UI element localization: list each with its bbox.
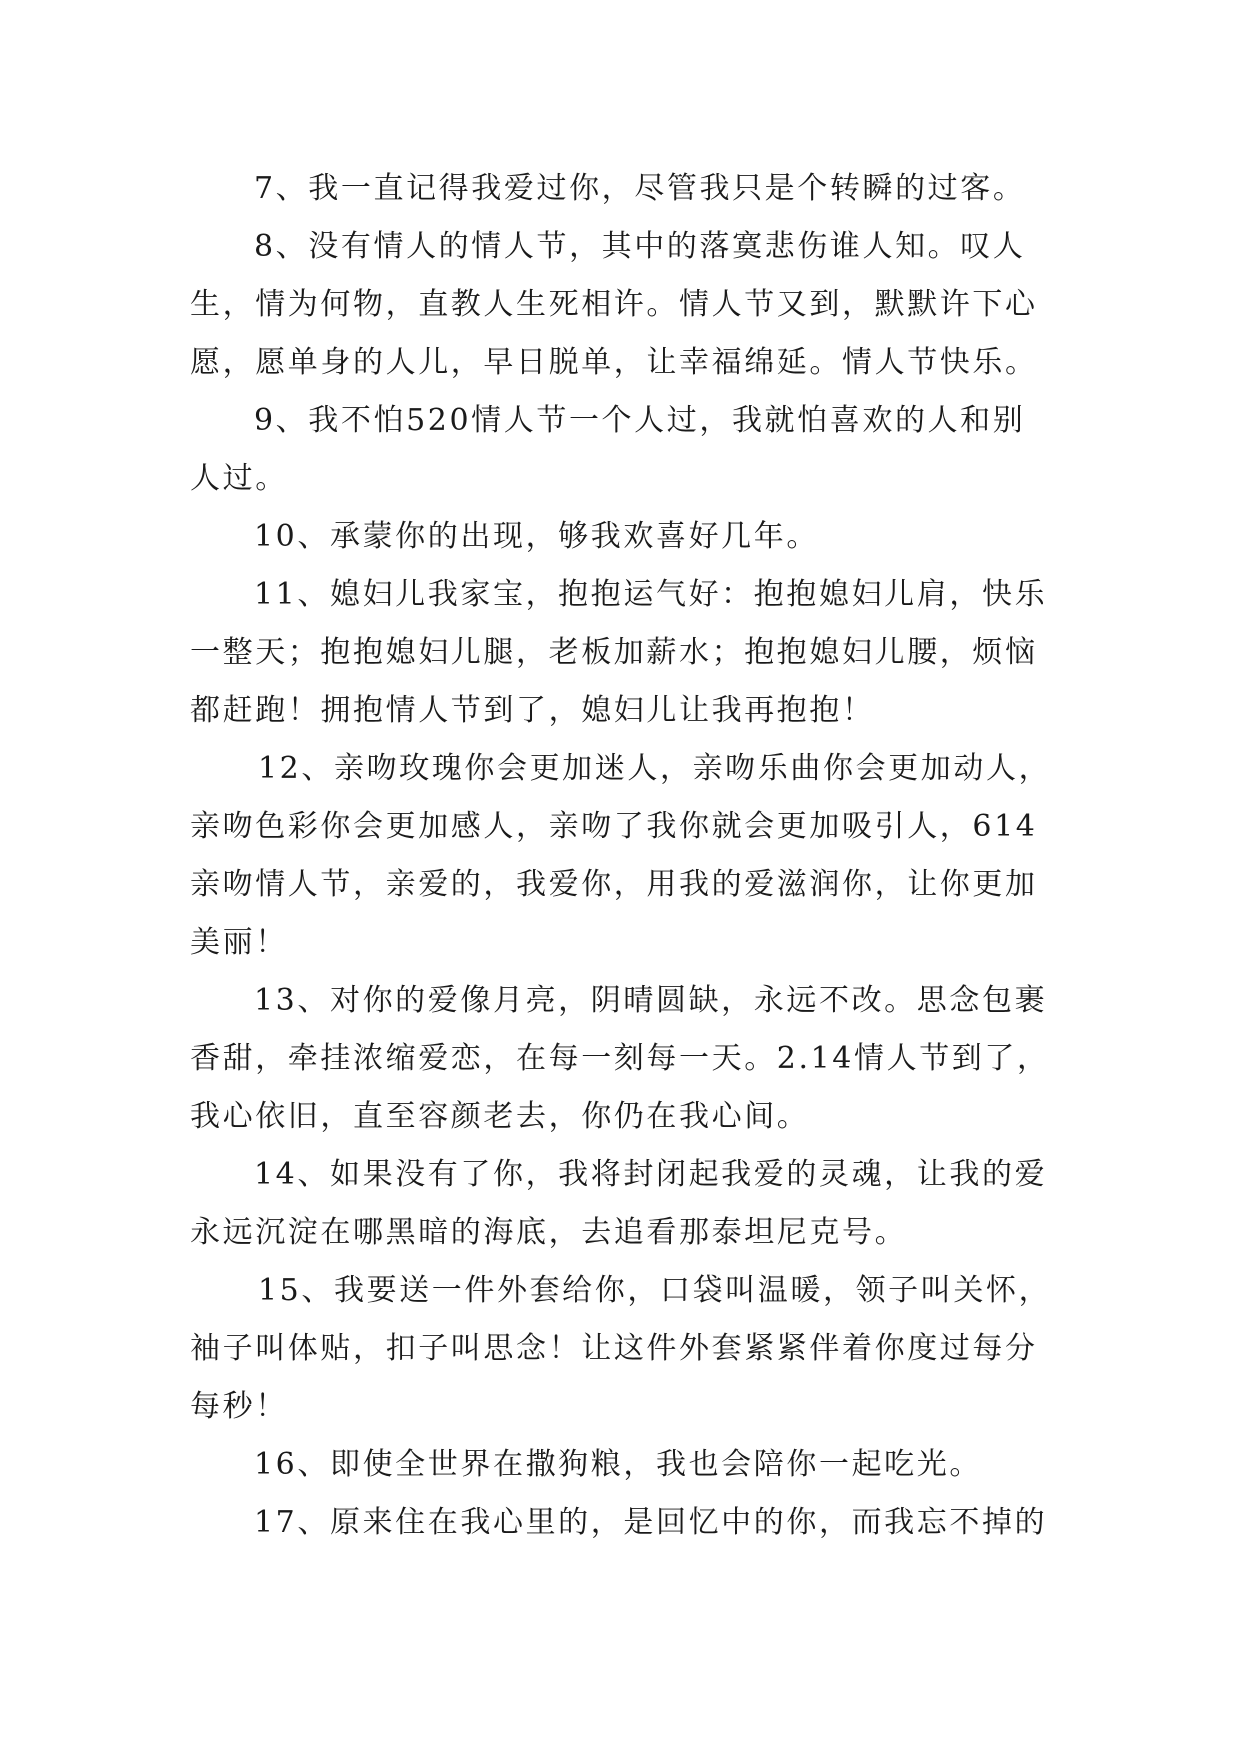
text-line: 14、如果没有了你，我将封闭起我爱的灵魂，让我的爱 — [254, 1157, 1048, 1192]
text-line: 10、承蒙你的出现，够我欢喜好几年。 — [254, 519, 819, 554]
text-line: 香甜，牵挂浓缩爱恋，在每一刻每一天。2.14情人节到了， — [190, 1041, 1050, 1076]
text-line: 美丽！ — [190, 925, 288, 960]
text-line: 8、没有情人的情人节，其中的落寞悲伤谁人知。叹人 — [254, 229, 1026, 264]
text-line: 11、媳妇儿我家宝，抱抱运气好：抱抱媳妇儿肩，快乐 — [254, 577, 1048, 612]
text-line: 生，情为何物，直教人生死相许。情人节又到，默默许下心 — [190, 287, 1038, 322]
text-line: 9、我不怕520情人节一个人过，我就怕喜欢的人和别 — [254, 403, 1026, 438]
text-line: 13、对你的爱像月亮，阴晴圆缺，永远不改。思念包裹 — [254, 983, 1048, 1018]
text-line: 16、即使全世界在撒狗粮，我也会陪你一起吃光。 — [254, 1447, 982, 1482]
text-line: 15、我要送一件外套给你，口袋叫温暖，领子叫关怀， — [258, 1273, 1052, 1308]
text-line: 17、原来住在我心里的，是回忆中的你，而我忘不掉的 — [254, 1505, 1048, 1540]
text-line: 永远沉淀在哪黑暗的海底，去追看那泰坦尼克号。 — [190, 1215, 908, 1250]
text-line: 人过。 — [190, 461, 288, 496]
text-line: 一整天；抱抱媳妇儿腿，老板加薪水；抱抱媳妇儿腰，烦恼 — [190, 635, 1038, 670]
text-line: 愿，愿单身的人儿，早日脱单，让幸福绵延。情人节快乐。 — [190, 345, 1038, 380]
text-line: 都赶跑！拥抱情人节到了，媳妇儿让我再抱抱！ — [190, 693, 875, 728]
text-line: 袖子叫体贴，扣子叫思念！让这件外套紧紧伴着你度过每分 — [190, 1331, 1038, 1366]
text-line: 12、亲吻玫瑰你会更加迷人，亲吻乐曲你会更加动人， — [258, 751, 1052, 786]
text-line: 我心依旧，直至容颜老去，你仍在我心间。 — [190, 1099, 810, 1134]
text-line: 每秒！ — [190, 1389, 288, 1424]
text-line: 7、我一直记得我爱过你，尽管我只是个转瞬的过客。 — [254, 171, 1026, 206]
document-body — [190, 160, 1070, 1552]
text-line: 亲吻情人节，亲爱的，我爱你，用我的爱滋润你，让你更加 — [190, 867, 1038, 902]
text-line: 亲吻色彩你会更加感人，亲吻了我你就会更加吸引人，614 — [190, 809, 1038, 844]
